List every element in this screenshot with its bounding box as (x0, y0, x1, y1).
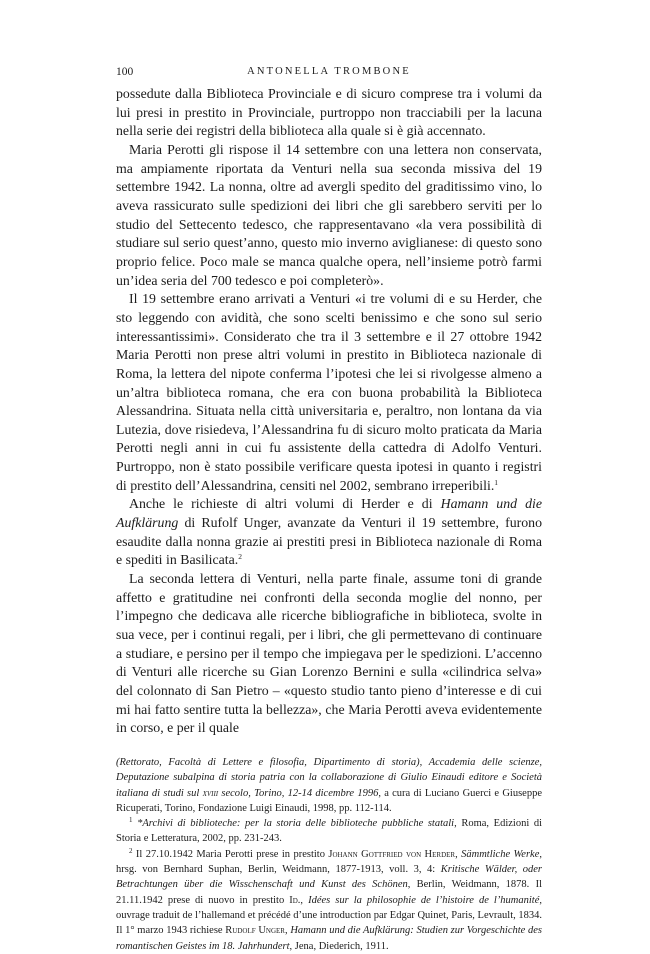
footnote-continuation-roman: , a cura di Luciano Guerci e Giuseppe Ricuperati, Torino, Fondazione Luigi Einaudi, 1998, pp. 112-114. (116, 787, 542, 814)
paragraph-4 (116, 495, 542, 570)
footnote-2-text-a: Il 27.10.1942 Maria Perotti prese in prestito (135, 848, 329, 860)
footnote-ref-2: 2 (238, 552, 243, 562)
page-header (116, 62, 542, 82)
footnote-2-text-g: , (284, 925, 291, 937)
footnote-1-number: 1 (129, 816, 133, 825)
paragraph-3-text: Il 19 settembre erano arrivati a Venturi «i tre volumi di e su Herder, che sto leggendo con avidità, che sono scelti benissimo e che sono sul serio interessantissimi». Considerato che tra il 3 settembre e il 27 ottobre 1942 Maria Perotti non prese altri volumi in prestito in Biblioteca nazionale di Roma, la lettera del nipote conferma l’ipotesi che lei si rivolgesse almeno a un’altra biblioteca romana, che era con buona probabilità la Biblioteca Alessandrina. Situata nella città universitaria e, peraltro, non lontana da via Lutezia, dove risiedeva, l’Alessandrina fu di sicuro molto praticata da Maria Perotti negli anni in cui fu assistente della cattedra di Adolfo Venturi. Purtroppo, non è stato possibile verificare questa ipotesi in quanto i registri di prestito dell’Alessandrina, censiti nel 2002, sembrano irreperibili. (116, 291, 542, 493)
footnote-continuation-italic-2: secolo, Torino, 12-14 dicembre 1996 (218, 787, 379, 799)
footnote-2-text-c: , hrsg. von Bernhard Suphan, Berlin, Weidmann, 1877-1913, voll. 3, 4: (116, 848, 543, 876)
paragraph-4-text-a: Anche le richieste di altri volumi di Herder e di (129, 496, 441, 512)
author-herder: Johann Gottfried von Herder (328, 848, 456, 860)
footnote-2-text-h: , Jena, Diederich, 1911. (289, 940, 389, 952)
footnotes (116, 755, 542, 954)
book-title-hamann: Hamann und die Aufklärung (116, 496, 542, 531)
paragraph-2: Maria Perotti gli rispose il 14 settembre con una lettera non conservata, ma ampiamente riportata da Venturi nella sua seconda missiva del 19 settembre 1942. La nonna, oltre ad avergli spedito del graditissimo vino, lo aveva rassicurato sulle spedizioni dei libri che gli sarebbero serviti per lo studio del Settecento tedesco, che rappresentavano «la vera possibilità di studiare sul serio quest’anno, questo mio inverno aviglianese: di questo sono proprio felice. Poco male se manca qualche opera, nell’insieme potrò farmi un’idea seria del 700 tedesco e poi completerò». (116, 141, 542, 288)
footnote-2-text-d: , Berlin, Weidmann, 1878. Il 21.11.1942 prese di nuovo in prestito (116, 879, 542, 906)
footnote-1 (116, 816, 542, 847)
footnote-2-text-b: , (455, 848, 462, 860)
author-id: Id. (289, 894, 301, 906)
footnote-2-number: 2 (129, 846, 133, 855)
title-hamann-full: Hamann und die Aufklärung: Studien zur Vorgeschichte des romantischen Geistes im 18. Jahrhundert (116, 925, 543, 952)
author-unger: Rudolf Unger (225, 925, 285, 937)
footnote-ref-1: 1 (494, 477, 499, 487)
paragraph-4-text-b: di Rufolf Unger, avanzate da Venturi il 19 settembre, furono esaudite dalla nonna grazie ai prestiti presi in Biblioteca nazionale di Roma e spediti in Basilicata. (116, 515, 542, 568)
paragraph-1: possedute dalla Biblioteca Provinciale e di sicuro comprese tra i volumi da lui presi in prestito in Provinciale, purtroppo non tracciabili per la lacuna nella serie dei registri della biblioteca alla quale si è già accennato. (116, 86, 542, 139)
paragraph-3 (116, 290, 542, 495)
paragraph-5: La seconda lettera di Venturi, nella parte finale, assume toni di grande affetto e gratitudine nei confronti della seconda moglie del nonno, per l’impegno che dedicava alle ricerche bibliografiche in biblioteca, svolte in sua vece, per i continui regali, per i libri, che gli permettevano di continuare a studiare, e persino per il tempo che impiegava per le spedizioni. L’accenno di Venturi alle ricerche su Gian Lorenzo Bernini e sulla «cilindrica selva» del colonnato di San Pietro – «questo studio tanto pieno d’interesse e di cui mi hai fatto sentire tutta la bellezza», che Maria Perotti aveva evidentemente in corso, e per il quale (116, 571, 542, 736)
footnote-1-text: , Roma, Edizioni di Storia e Letteratura, 2002, pp. 231-243. (116, 818, 543, 845)
title-idees: Idées sur la philosophie de l’histoire de l’humanité (308, 894, 540, 906)
footnote-2-text-e: , (300, 894, 309, 906)
title-kritische-walder: Kritische Wälder, oder Betrachtungen über die Wisschenschaft und Kunst des Schönen (116, 864, 542, 891)
footnote-continuation (116, 755, 542, 816)
page-number: 100 (116, 66, 134, 78)
footnote-continuation-italic: (Rettorato, Facoltà di Lettere e filosofia, Dipartimento di storia), Accademia delle scienze, Deputazione subalpina di storia patria con la collaborazione di Giulio Einaudi editore e Società italiana di studi sul (116, 756, 542, 799)
footnote-2-text-f: , ouvrage traduit de l’hallemand et précédé d’une introduction par Edgar Quinet, Paris, Levrault, 1834. Il 1° marzo 1943 richiese (116, 894, 543, 937)
footnote-1-title: *Archivi di biblioteche: per la storia delle biblioteche pubbliche statali (137, 818, 455, 830)
footnote-2 (116, 847, 542, 954)
body-text (116, 85, 542, 738)
book-page (116, 62, 542, 954)
century-numeral: xviii (202, 787, 219, 799)
title-werke: Sämmtliche Werke (461, 848, 540, 860)
running-head: ANTONELLA TROMBONE (247, 66, 411, 77)
